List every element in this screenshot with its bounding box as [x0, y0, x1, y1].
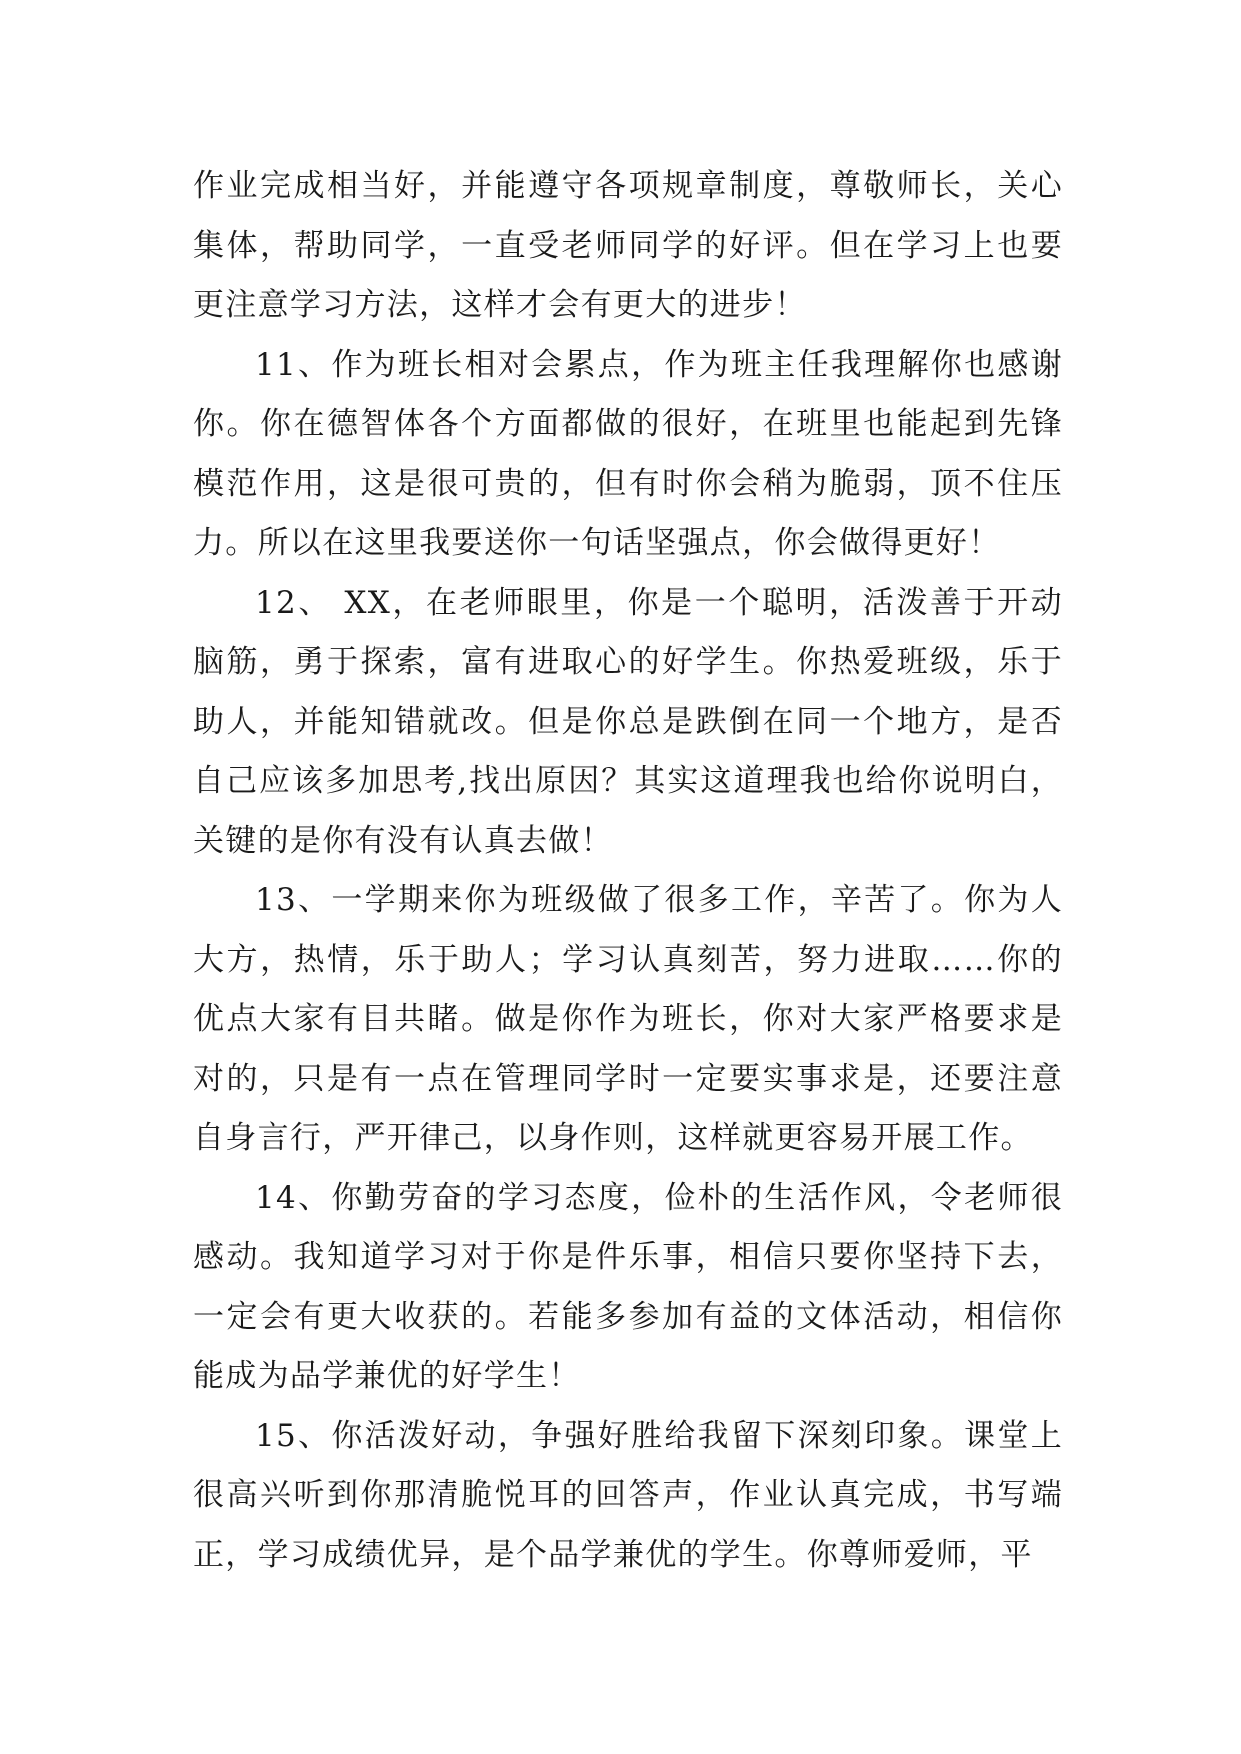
paragraph-comment-14: 14、你勤劳奋的学习态度，俭朴的生活作风，令老师很感动。我知道学习对于你是件乐事，相信只要你坚持下去，一定会有更大收获的。若能多参加有益的文体活动，相信你能成为品学兼优的好学生！	[193, 1179, 1063, 1394]
paragraph-comment-13: 13、一学期来你为班级做了很多工作，辛苦了。你为人大方，热情，乐于助人；学习认真刻苦，努力进取……你的优点大家有目共睹。做是你作为班长，你对大家严格要求是对的，只是有一点在管理同学时一定要实事求是，还要注意自身言行，严开律己，以身作则，这样就更容易开展工作。	[193, 882, 1063, 1156]
paragraph-continued: 作业完成相当好，并能遵守各项规章制度，尊敬师长，关心集体，帮助同学，一直受老师同学的好评。但在学习上也要更注意学习方法，这样才会有更大的进步！	[193, 168, 1063, 323]
paragraph-comment-11: 11、作为班长相对会累点，作为班主任我理解你也感谢你。你在德智体各个方面都做的很好，在班里也能起到先锋模范作用，这是很可贵的，但有时你会稍为脆弱，顶不住压力。所以在这里我要送你一句话坚强点，你会做得更好！	[193, 346, 1063, 561]
document-body	[193, 157, 1063, 1585]
paragraph-comment-12: 12、 XX，在老师眼里，你是一个聪明，活泼善于开动脑筋，勇于探索，富有进取心的好学生。你热爱班级，乐于助人，并能知错就改。但是你总是跌倒在同一个地方，是否自己应该多加思考,找出原因？其实这道理我也给你说明白，关键的是你有没有认真去做！	[193, 584, 1063, 859]
paragraph-comment-15: 15、你活泼好动，争强好胜给我留下深刻印象。课堂上很高兴听到你那清脆悦耳的回答声，作业认真完成，书写端正，学习成绩优异，是个品学兼优的学生。你尊师爱师，平	[193, 1417, 1063, 1573]
